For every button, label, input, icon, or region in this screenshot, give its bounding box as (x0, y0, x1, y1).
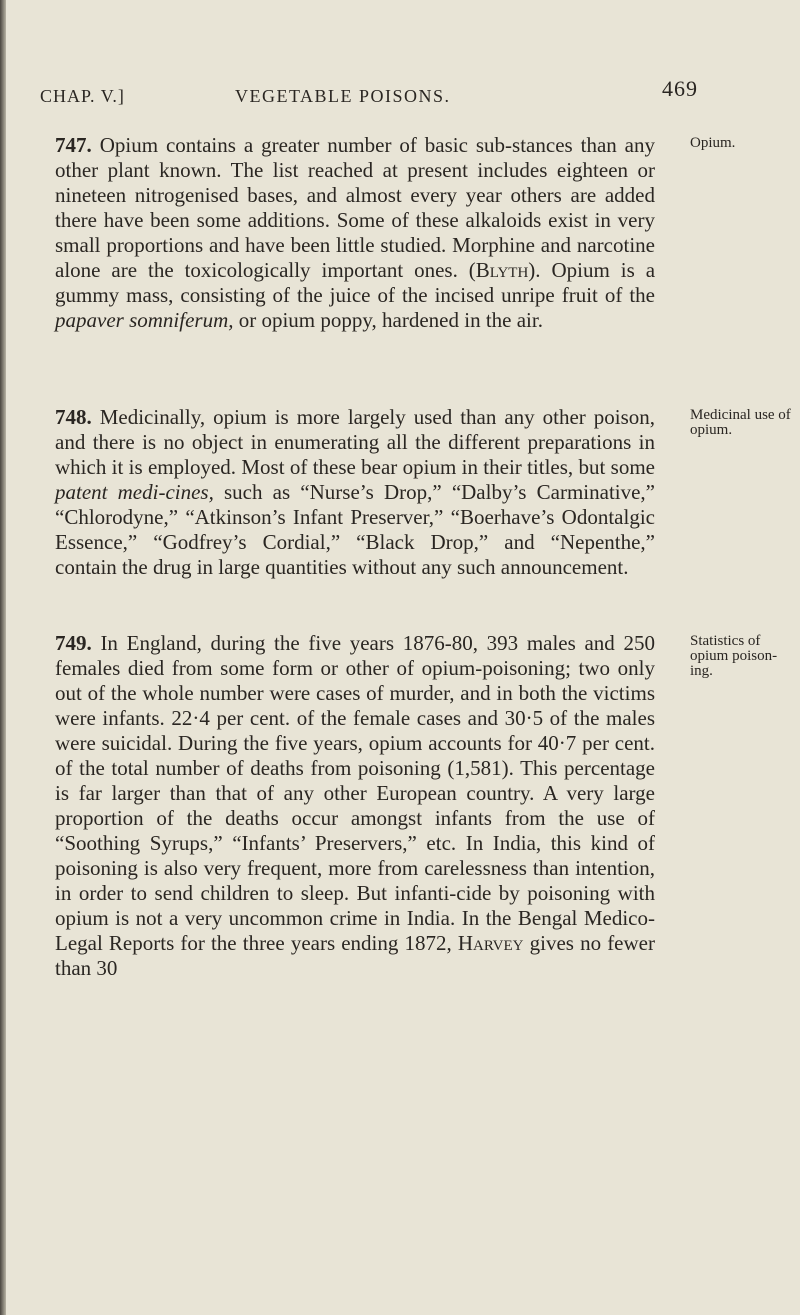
page-binding-shadow (0, 0, 6, 1315)
chapter-label: CHAP. V.] (40, 86, 125, 106)
species-name: papaver somniferum, (55, 308, 234, 332)
margin-note-medicinal-use: Medicinal use of opium. (690, 407, 791, 438)
author-name: Harvey (457, 931, 524, 955)
running-title: VEGETABLE POISONS. (235, 86, 451, 106)
paragraph-text: or opium poppy, hardened in the air. (233, 308, 543, 332)
paragraph-text: Opium contains a greater number of basic sub-stances than any other plant known. The list reached at present includes eighteen or nineteen nitrogenised bases, and almost every year others are added there have been some additions. Some of these alkaloids exist in very small proportions and have been little studied. Morphine and narcotine alone are the toxicologically important ones. ( (55, 133, 656, 282)
paragraph-number: 747. (55, 133, 92, 157)
margin-note-opium: Opium. (690, 135, 736, 151)
paragraph-text: ). Opium is a gummy mass, consisting of the juice of the incised unripe fruit of the (55, 258, 656, 307)
paragraph-text: gives no fewer than 30 (55, 931, 655, 980)
italic-term: patent medi-cines, (55, 480, 214, 504)
paragraph-number: 749. (55, 631, 92, 655)
paragraph-number: 748. (55, 405, 92, 429)
paragraph-748 (55, 405, 655, 580)
running-header (40, 76, 700, 116)
paragraph-749 (55, 631, 655, 981)
page-number: 469 (662, 76, 698, 101)
paragraph-text: In England, during the five years 1876-80, 393 males and 250 females died from some form or other of opium-poisoning; two only out of the whole number were cases of murder, and in both the victims were infants. 22·4 per cent. of the female cases and 30·5 of the males were suicidal. During the five years, opium accounts for 40·7 per cent. of the total number of deaths from poisoning (1,581). This percentage is far larger than that of any other European country. A very large proportion of the deaths occur amongst infants from the use of “Soothing Syrups,” “Infants’ Preservers,” etc. In India, this kind of poisoning is also very frequent, more from carelessness than intention, in order to send children to sleep. But infanti-cide by poisoning with opium is not a very uncommon crime in India. In the Bengal Medico-Legal Reports for the three years ending 1872, (55, 631, 655, 955)
paragraph-text: such as “Nurse’s Drop,” “Dalby’s Carminative,” “Chlorodyne,” “Atkinson’s Infant Preserver,” “Boerhave’s Odontalgic Essence,” “Godfrey’s Cordial,” “Black Drop,” and “Nepenthe,” contain the drug in large quantities without any such announcement. (55, 480, 655, 579)
paragraph-747 (55, 133, 655, 333)
margin-note-statistics: Statistics of opium poison-ing. (690, 633, 778, 679)
author-name: Blyth (475, 258, 529, 282)
paragraph-text: Medicinally, opium is more largely used than any other poison, and there is no object in enumerating all the different preparations in which it is employed. Most of these bear opium in their titles, but some (55, 405, 656, 479)
